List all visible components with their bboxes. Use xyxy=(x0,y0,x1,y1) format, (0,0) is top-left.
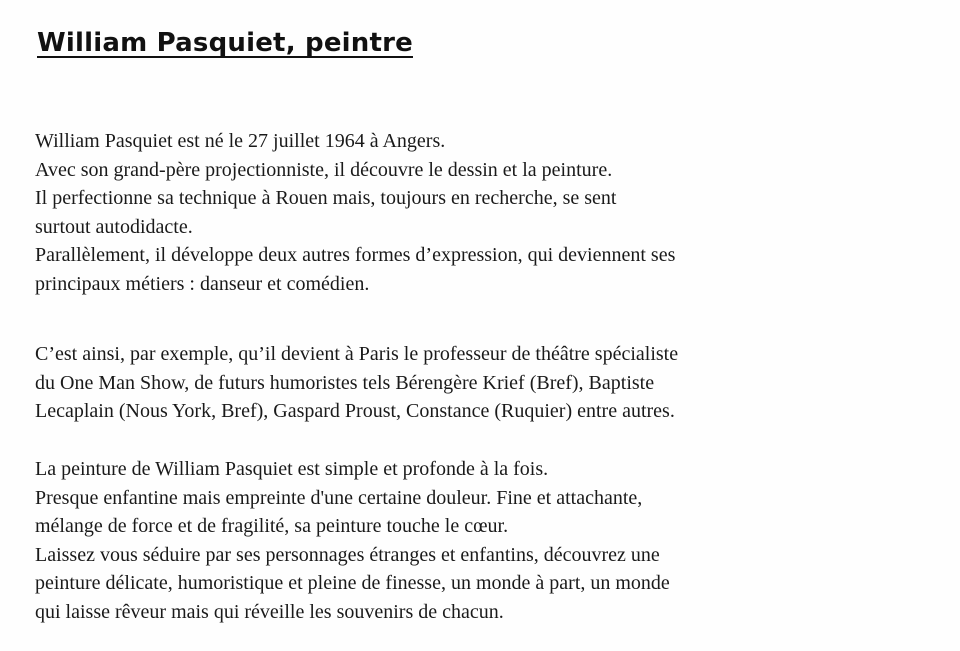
text-line: Il perfectionne sa technique à Rouen mais, toujours en recherche, se sent xyxy=(35,187,617,210)
text-line: peinture délicate, humoristique et pleine de finesse, un monde à part, un monde xyxy=(35,572,670,595)
text-line: principaux métiers : danseur et comédien. xyxy=(35,272,370,295)
paragraph-teaching xyxy=(35,340,925,426)
paragraph-biography xyxy=(35,127,925,299)
text-line: Presque enfantine mais empreinte d'une certaine douleur. Fine et attachante, xyxy=(35,486,643,509)
text-line: Parallèlement, il développe deux autres formes d’expression, qui deviennent ses xyxy=(35,244,676,267)
text-line: Laissez vous séduire par ses personnages étranges et enfantins, découvrez une xyxy=(35,543,660,566)
text-line: La peinture de William Pasquiet est simple et profonde à la fois. xyxy=(35,458,549,480)
text-line: surtout autodidacte. xyxy=(35,215,193,238)
page-title: William Pasquiet, peintre xyxy=(37,28,413,58)
text-line: William Pasquiet est né le 27 juillet 1964 à Angers. xyxy=(35,130,446,152)
text-line: du One Man Show, de futurs humoristes tels Bérengère Krief (Bref), Baptiste xyxy=(35,371,655,394)
text-line: C’est ainsi, par exemple, qu’il devient à Paris le professeur de théâtre spécialiste xyxy=(35,343,679,365)
paragraph-painting xyxy=(35,455,925,627)
text-line: Lecaplain (Nous York, Bref), Gaspard Proust, Constance (Ruquier) entre autres. xyxy=(35,400,675,423)
text-line: qui laisse rêveur mais qui réveille les souvenirs de chacun. xyxy=(35,600,504,623)
text-line: mélange de force et de fragilité, sa peinture touche le cœur. xyxy=(35,515,509,538)
text-line: Avec son grand-père projectionniste, il découvre le dessin et la peinture. xyxy=(35,158,613,181)
